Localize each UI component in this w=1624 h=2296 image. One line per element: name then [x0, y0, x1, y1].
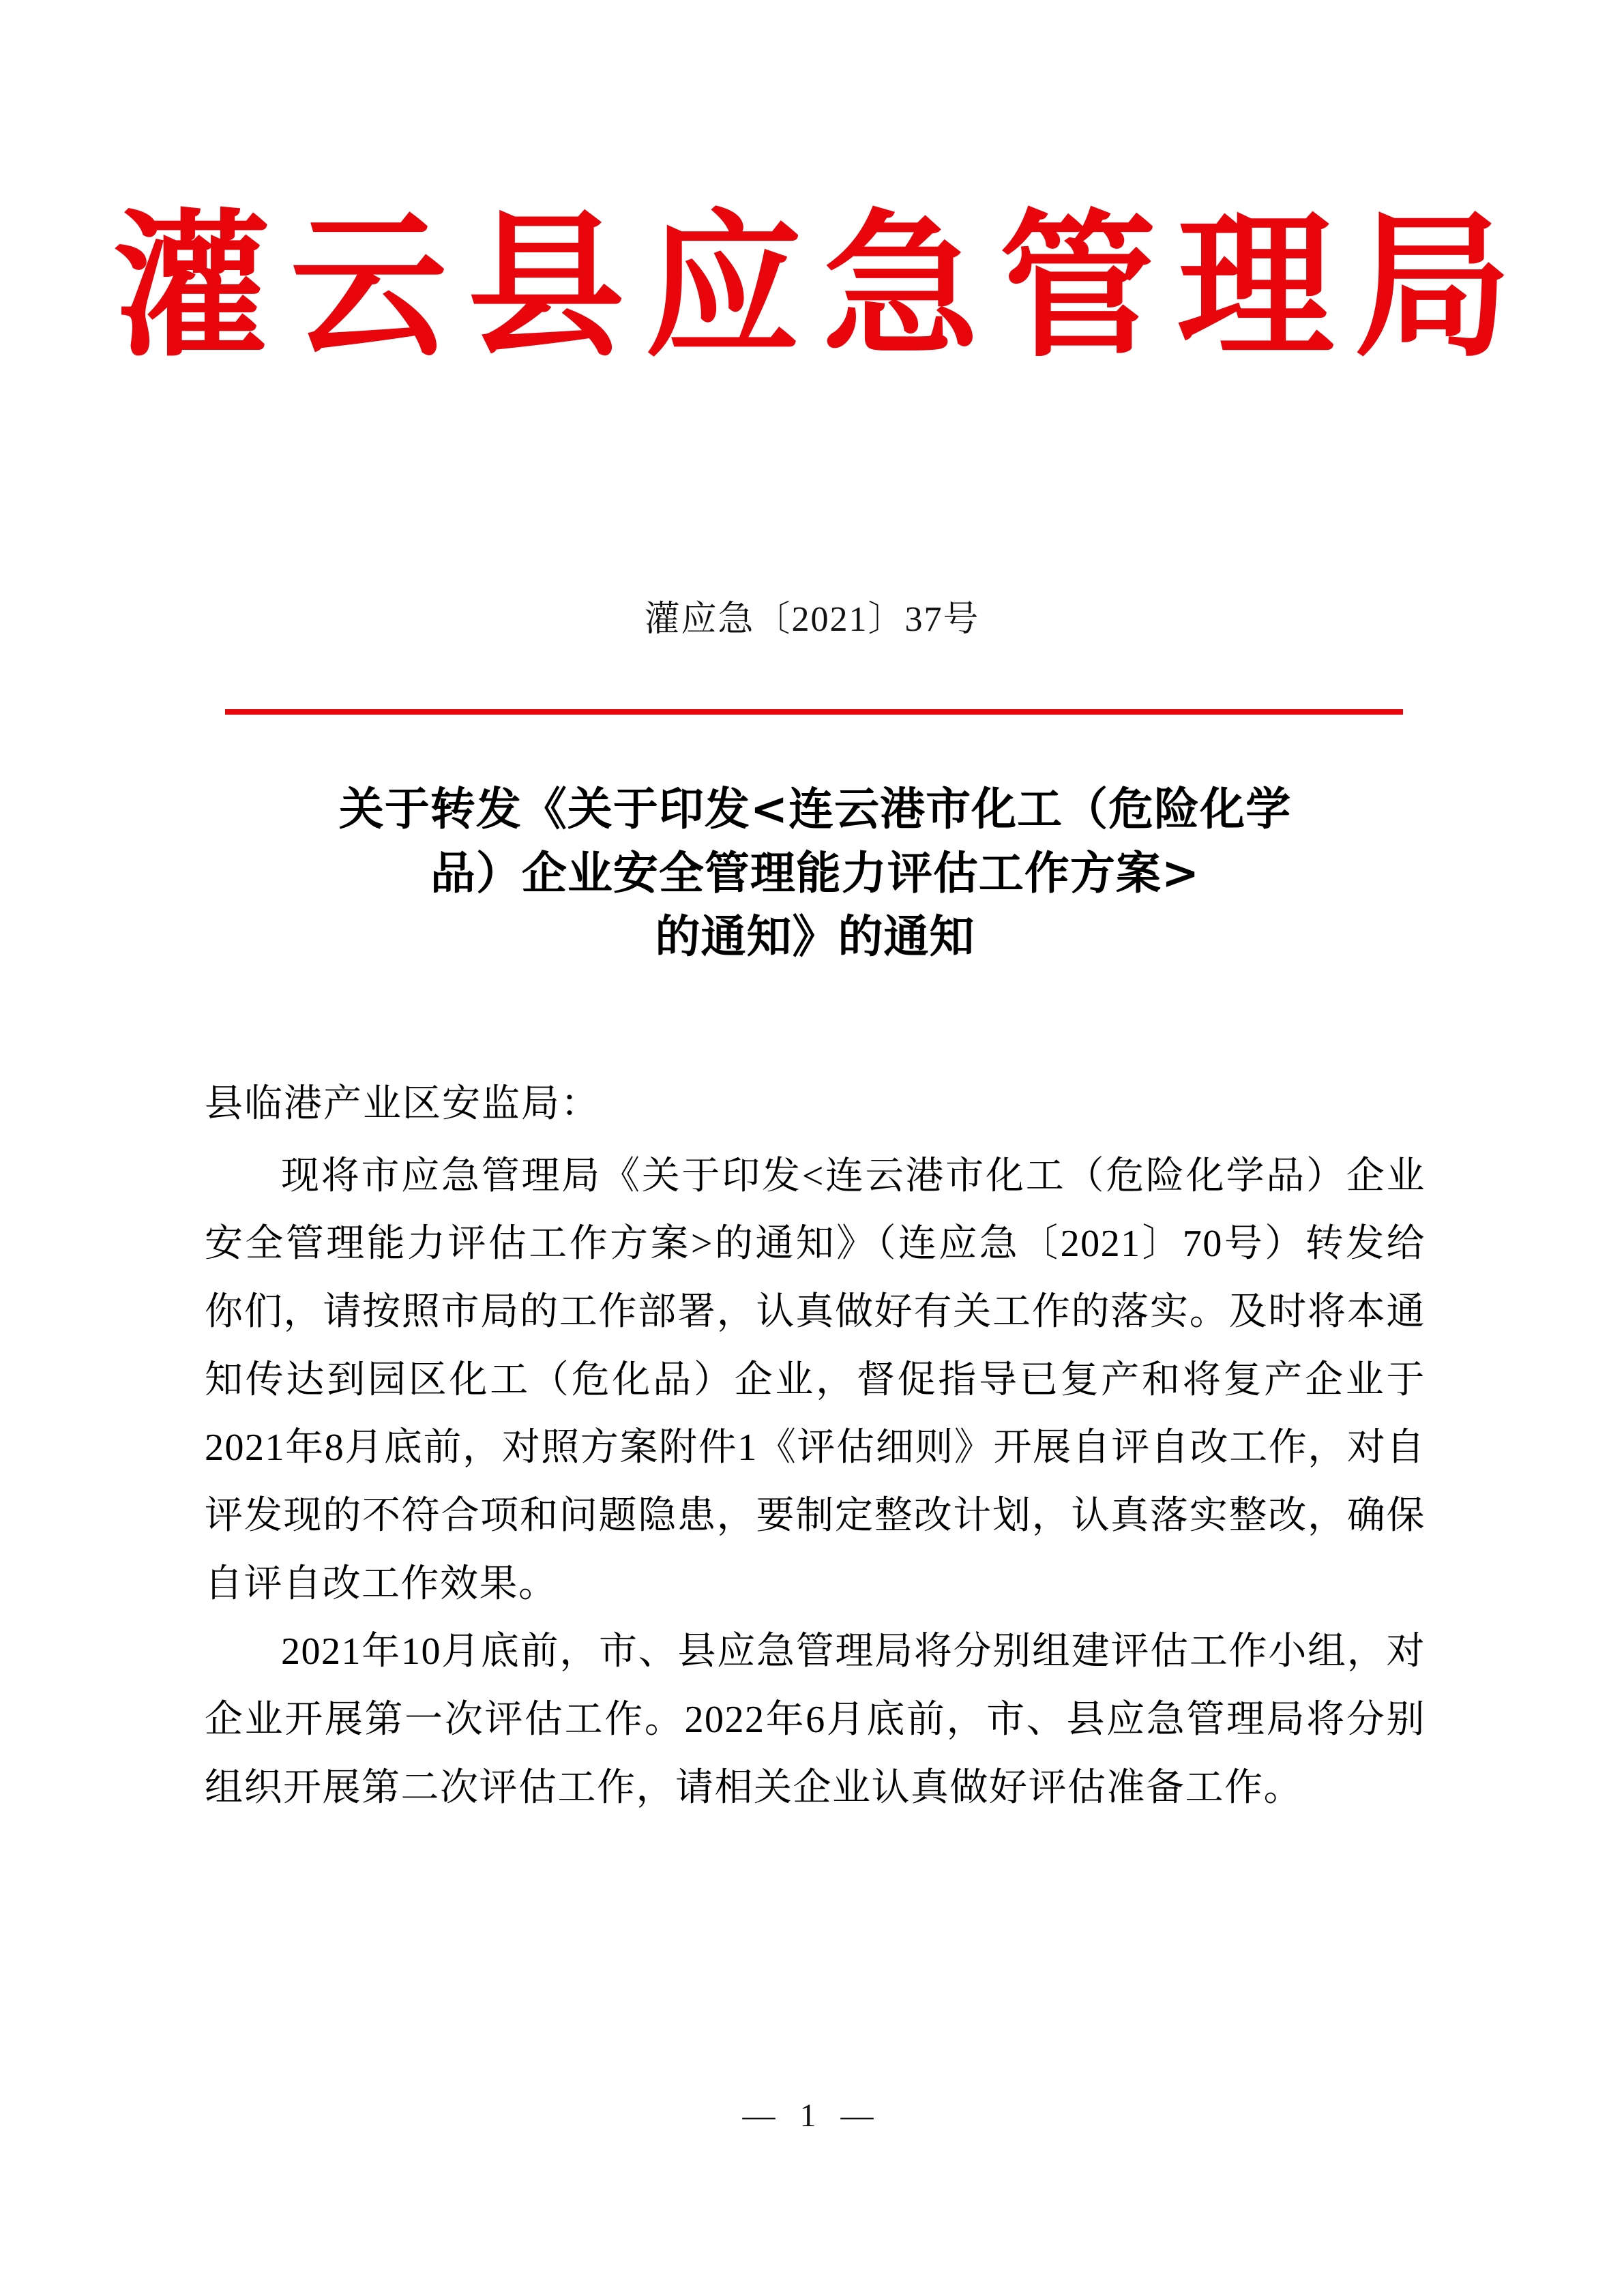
salutation: 县临港产业区安监局： — [205, 1083, 600, 1125]
body-paragraph-1: 现将市应急管理局《关于印发<连云港市化工（危险化学品）企业安全管理能力评估工作方案>的通知》（连应急〔2021〕70号）转发给你们，请按照市局的工作部署，认真做好有关工作的落实。及时将本通知传达到园区化工（危化品）企业，督促指导已复产和将复产企业于2021年8月底前，对照方案附件1《评估细则》开展自评自改工作，对自评发现的不符合项和问题隐患，要制定整改计划，认真落实整改，确保自评自改工作效果。 — [205, 1154, 1426, 1605]
page-number-footer: — 1 — — [742, 2098, 882, 2134]
document-body — [205, 1071, 1426, 1822]
document-number: 灌应急〔2021〕37号 — [644, 600, 980, 639]
heading-line-3: 的通知》的通知 — [655, 910, 975, 964]
heading-line-2: 品）企业安全管理能力评估工作方案> — [430, 846, 1200, 899]
red-divider-rule — [225, 709, 1403, 715]
letterhead — [0, 194, 1624, 378]
document-heading — [205, 777, 1426, 969]
letterhead-organization: 灌云县应急管理局 — [113, 194, 1532, 378]
heading-line-1: 关于转发《关于印发<连云港市化工（危险化学 — [338, 782, 1292, 835]
body-paragraph-2: 2021年10月底前，市、县应急管理局将分别组建评估工作小组，对企业开展第一次评估工作。2022年6月底前，市、县应急管理局将分别组织开展第二次评估工作，请相关企业认真做好评估准备工作。 — [205, 1630, 1426, 1809]
